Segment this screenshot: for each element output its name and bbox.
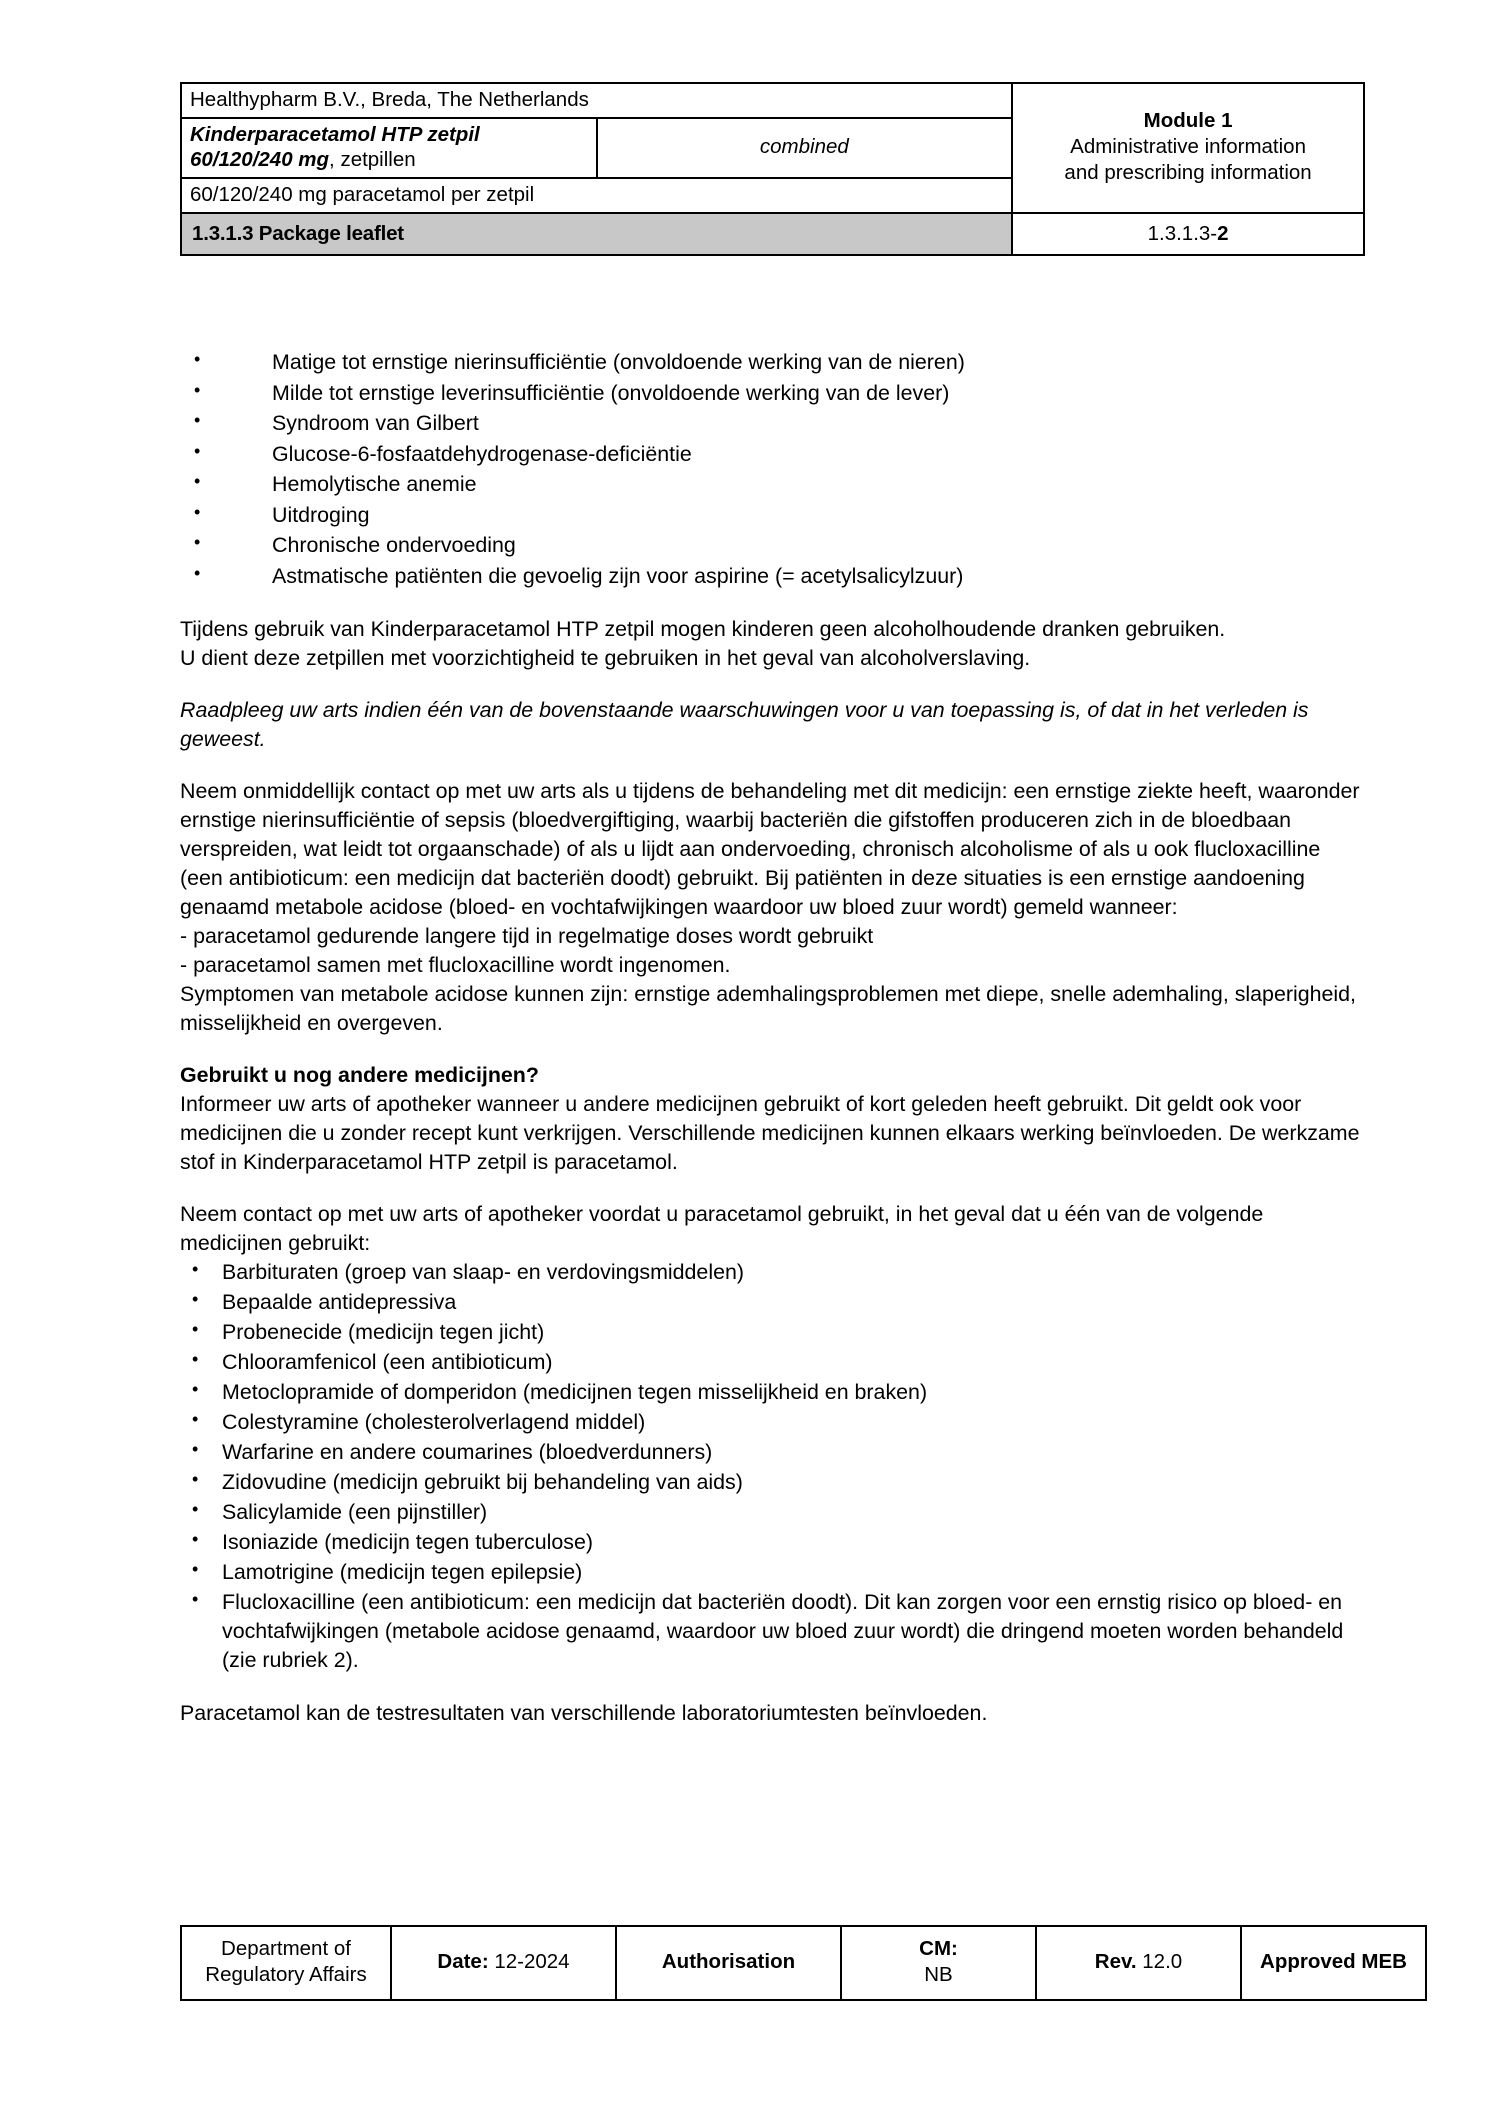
bullet-icon: • xyxy=(192,1589,199,1610)
revision-label: Rev. xyxy=(1094,1949,1137,1973)
authorisation-cell xyxy=(616,1926,841,2000)
bullet-icon: • xyxy=(192,1439,199,1460)
list-item-label: Chlooramfenicol (een antibioticum) xyxy=(222,1350,553,1375)
spacer xyxy=(180,1177,1365,1200)
approved-label: Approved MEB xyxy=(1260,1949,1407,1973)
list-item xyxy=(180,1438,1365,1467)
immediate-contact-paragraph: Neem onmiddellijk contact op met uw arts als u tijdens de behandeling met dit medicijn: een ernstige ziekte heeft, waaronder ernstige nierinsufficiëntie of sepsis (bloedvergiftiging, waarbij bacteriën die gifstoffen produceren zich in de bloedbaan verspreiden, wat leidt tot orgaanschade) of als u lijdt aan ondervoeding, chronisch alcoholisme of als u ook flucloxacilline (een antibioticum: een medicijn dat bacteriën doodt) gebruikt. Bij patiënten in deze situaties is een ernstige aandoening genaamd metabole acidose (bloed- en vochtafwijkingen waardoor uw bloed zuur wordt) gemeld wanneer: xyxy=(180,779,1360,920)
cm-cell xyxy=(841,1926,1036,2000)
alcohol-addiction-paragraph: U dient deze zetpillen met voorzichtigheid te gebruiken in het geval van alcoholverslaving. xyxy=(180,646,1031,671)
department-line-1: Department of xyxy=(221,1937,351,1960)
cm-value: NB xyxy=(924,1962,953,1986)
list-item xyxy=(180,1588,1365,1675)
document-body xyxy=(180,348,1365,1728)
page-number-cell xyxy=(1012,213,1364,256)
contact-before-use-paragraph: Neem contact op met uw arts of apotheker voordat u paracetamol gebruikt, in het geval dat u één van de volgende medicijnen gebruikt: xyxy=(180,1202,1264,1256)
list-item xyxy=(180,409,1365,438)
list-item-label: Hemolytische anemie xyxy=(272,472,477,497)
module-cell xyxy=(1012,83,1364,213)
bullet-icon: • xyxy=(194,440,201,461)
list-item xyxy=(180,440,1365,469)
list-item xyxy=(180,1498,1365,1527)
bullet-icon: • xyxy=(192,1529,199,1550)
list-item xyxy=(180,1318,1365,1347)
bullet-icon: • xyxy=(192,1469,199,1490)
list-item-label: Warfarine en andere coumarines (bloedverdunners) xyxy=(222,1440,713,1465)
bullet-icon: • xyxy=(194,379,201,400)
consult-doctor-paragraph: Raadpleeg uw arts indien één van de bovenstaande waarschuwingen voor u van toepassing is, of dat in het verleden is geweest. xyxy=(180,698,1309,752)
list-item xyxy=(180,379,1365,408)
list-item-label: Milde tot ernstige leverinsufficiëntie (onvoldoende werking van de lever) xyxy=(272,380,950,405)
symptoms-paragraph: Symptomen van metabole acidose kunnen zijn: ernstige ademhalingsproblemen met diepe, snelle ademhaling, slaperigheid, misselijkheid en overgeven. xyxy=(180,982,1357,1036)
dash-item-1: - paracetamol gedurende langere tijd in regelmatige doses wordt gebruikt xyxy=(180,924,874,949)
list-item xyxy=(180,562,1365,591)
date-cell xyxy=(391,1926,616,2000)
approved-cell xyxy=(1241,1926,1426,2000)
bullet-icon: • xyxy=(194,410,201,431)
list-item-label: Metoclopramide of domperidon (medicijnen tegen misselijkheid en braken) xyxy=(222,1380,928,1405)
header-row-section xyxy=(181,213,1364,256)
product-cell xyxy=(181,118,597,178)
list-item-label: Probenecide (medicijn tegen jicht) xyxy=(222,1320,545,1345)
document-header-table xyxy=(180,82,1365,256)
spacer xyxy=(180,1038,1365,1061)
list-item xyxy=(180,1408,1365,1437)
list-item-label: Flucloxacilline (een antibioticum: een medicijn dat bacteriën doodt). Dit kan zorgen voor een ernstig risico op bloed- en vochtafwijkingen (metabole acidose genaamd, waardoor uw bloed zuur wordt) die dringend moeten worden behandeld (zie rubriek 2). xyxy=(222,1590,1344,1673)
page-number-prefix: 1.3.1.3- xyxy=(1147,221,1218,245)
list-item-label: Zidovudine (medicijn gebruikt bij behandeling van aids) xyxy=(222,1470,743,1495)
date-value: 12-2024 xyxy=(488,1949,570,1973)
authorisation-label: Authorisation xyxy=(661,1949,796,1973)
list-item-label: Chronische ondervoeding xyxy=(272,533,516,558)
bullet-icon: • xyxy=(194,471,201,492)
list-item-label: Syndroom van Gilbert xyxy=(272,411,479,436)
list-item xyxy=(180,1468,1365,1497)
bullet-icon: • xyxy=(192,1409,199,1430)
bullet-icon: • xyxy=(192,1559,199,1580)
bullet-icon: • xyxy=(192,1289,199,1310)
module-title: Module 1 xyxy=(1143,109,1233,133)
list-item-label: Matige tot ernstige nierinsufficiëntie (onvoldoende werking van de nieren) xyxy=(272,350,965,375)
department-cell xyxy=(181,1926,391,2000)
date-label: Date: xyxy=(437,1949,489,1973)
list-item xyxy=(180,501,1365,530)
strength-cell: 60/120/240 mg paracetamol per zetpil xyxy=(181,178,1012,213)
revision-cell xyxy=(1036,1926,1241,2000)
module-line-2: and prescribing information xyxy=(1064,161,1312,185)
department-line-2: Regulatory Affairs xyxy=(205,1962,367,1986)
bullet-icon: • xyxy=(192,1319,199,1340)
product-name: Kinderparacetamol HTP zetpil 60/120/240 mg xyxy=(190,122,480,172)
dash-item-2: - paracetamol samen met flucloxacilline wordt ingenomen. xyxy=(180,953,731,978)
page-number-value: 2 xyxy=(1217,221,1229,245)
list-item xyxy=(180,1288,1365,1317)
combined-cell: combined xyxy=(597,118,1013,178)
lab-results-paragraph: Paracetamol kan de testresultaten van verschillende laboratoriumtesten beïnvloeden. xyxy=(180,1701,988,1726)
list-item-label: Barbituraten (groep van slaap- en verdovingsmiddelen) xyxy=(222,1260,744,1285)
list-item-label: Bepaalde antidepressiva xyxy=(222,1290,457,1315)
section-title-cell: 1.3.1.3 Package leaflet xyxy=(181,213,1012,256)
bullet-icon: • xyxy=(192,1259,199,1280)
list-item xyxy=(180,348,1365,377)
spacer xyxy=(180,673,1365,696)
other-medicines-paragraph: Informeer uw arts of apotheker wanneer u andere medicijnen gebruikt of kort geleden heeft gebruikt. Dit geldt ook voor medicijnen die u zonder recept kunt verkrijgen. Verschillende medicijnen kunnen elkaars werking beïnvloeden. De werkzame stof in Kinderparacetamol HTP zetpil is paracetamol. xyxy=(180,1092,1360,1175)
other-medicines-heading: Gebruikt u nog andere medicijnen? xyxy=(180,1063,539,1088)
list-item-label: Uitdroging xyxy=(272,502,370,527)
list-item-label: Isoniazide (medicijn tegen tuberculose) xyxy=(222,1530,593,1555)
spacer xyxy=(180,592,1365,615)
list-item-label: Lamotrigine (medicijn tegen epilepsie) xyxy=(222,1560,583,1585)
list-item xyxy=(180,1558,1365,1587)
company-cell: Healthypharm B.V., Breda, The Netherlands xyxy=(181,83,1012,118)
medicines-list xyxy=(180,1258,1365,1675)
bullet-icon: • xyxy=(192,1349,199,1370)
bullet-icon: • xyxy=(194,562,201,583)
bullet-icon: • xyxy=(192,1499,199,1520)
alcohol-paragraph: Tijdens gebruik van Kinderparacetamol HTP zetpil mogen kinderen geen alcoholhoudende dranken gebruiken. xyxy=(180,617,1226,642)
spacer xyxy=(180,754,1365,777)
bullet-icon: • xyxy=(194,501,201,522)
list-item-label: Salicylamide (een pijnstiller) xyxy=(222,1500,488,1525)
list-item xyxy=(180,1378,1365,1407)
list-item xyxy=(180,1528,1365,1557)
list-item xyxy=(180,470,1365,499)
conditions-list xyxy=(180,348,1365,591)
bullet-icon: • xyxy=(192,1379,199,1400)
list-item xyxy=(180,1258,1365,1287)
page-content xyxy=(180,0,1365,1728)
list-item-label: Glucose-6-fosfaatdehydrogenase-deficiëntie xyxy=(272,441,692,466)
header-row-company xyxy=(181,83,1364,118)
cm-label: CM: xyxy=(919,1937,958,1960)
revision-value: 12.0 xyxy=(1136,1949,1183,1973)
table-row xyxy=(181,1926,1426,2000)
list-item xyxy=(180,531,1365,560)
product-form: , zetpillen xyxy=(329,148,416,172)
list-item-label: Astmatische patiënten die gevoelig zijn voor aspirine (= acetylsalicylzuur) xyxy=(272,563,964,588)
document-footer-table xyxy=(180,1925,1427,2001)
bullet-icon: • xyxy=(194,532,201,553)
list-item-label: Colestyramine (cholesterolverlagend middel) xyxy=(222,1410,646,1435)
module-line-1: Administrative information xyxy=(1070,134,1306,158)
spacer xyxy=(180,1676,1365,1699)
list-item xyxy=(180,1348,1365,1377)
bullet-icon: • xyxy=(194,349,201,370)
